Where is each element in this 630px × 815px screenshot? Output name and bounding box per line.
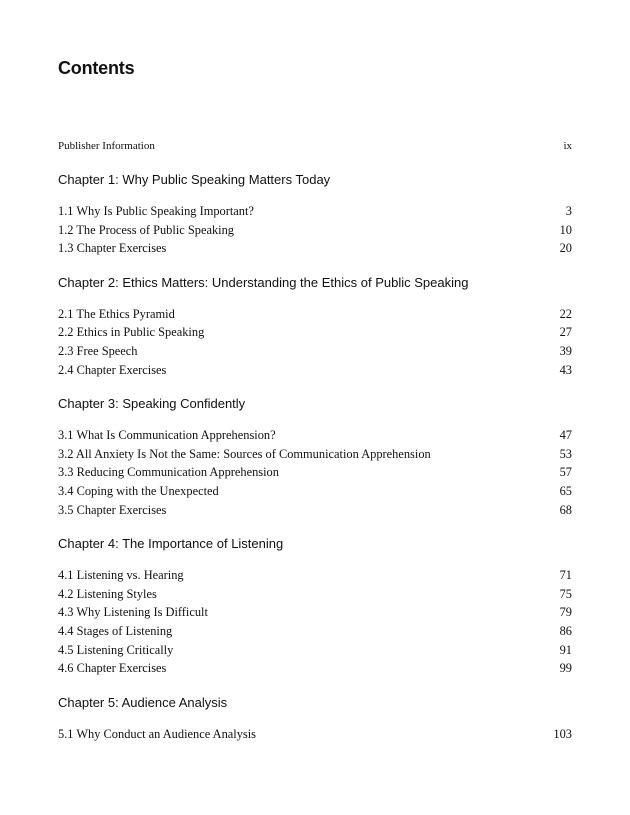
- toc-entry-label: 4.2 Listening Styles: [58, 586, 157, 601]
- toc-entry-label: 4.5 Listening Critically: [58, 642, 174, 657]
- toc-entry[interactable]: [58, 463, 572, 482]
- toc-entry[interactable]: [58, 603, 572, 622]
- toc-entry-page-number: 71: [559, 568, 572, 583]
- toc-entry-page-number: 91: [559, 642, 572, 657]
- chapter-section: [58, 170, 572, 258]
- chapter-section: [58, 273, 572, 379]
- chapter-title[interactable]: Chapter 5: Audience Analysis: [58, 694, 228, 710]
- toc-entry-label: 3.4 Coping with the Unexpected: [58, 483, 219, 498]
- toc-entry[interactable]: [58, 342, 572, 361]
- toc-entry[interactable]: [58, 202, 572, 221]
- toc-entry[interactable]: [58, 221, 572, 240]
- table-of-contents: [58, 138, 572, 758]
- toc-entry-page-number: 27: [559, 325, 572, 340]
- toc-entry-page-number: 65: [559, 483, 572, 498]
- section-list: [58, 202, 572, 258]
- toc-entry-page-number: 22: [559, 306, 572, 321]
- toc-entry[interactable]: [58, 641, 572, 660]
- section-list: [58, 426, 572, 519]
- toc-entry-page-number: 3: [565, 204, 572, 218]
- toc-entry-label: 3.5 Chapter Exercises: [58, 502, 167, 517]
- toc-entry[interactable]: [58, 725, 572, 744]
- page-title: Contents: [58, 58, 135, 78]
- publisher-information-entry[interactable]: [58, 138, 572, 154]
- toc-entry[interactable]: [58, 482, 572, 501]
- chapter-section: [58, 534, 572, 678]
- toc-entry-label: 1.1 Why Is Public Speaking Important?: [58, 204, 254, 218]
- chapter-title[interactable]: Chapter 3: Speaking Confidently: [58, 396, 246, 412]
- section-list: [58, 566, 572, 678]
- toc-entry-label: 2.3 Free Speech: [58, 343, 138, 358]
- toc-entry[interactable]: [58, 445, 572, 464]
- chapter-section: [58, 394, 572, 519]
- toc-entry-label: 4.3 Why Listening Is Difficult: [58, 605, 208, 620]
- toc-entry-page-number: 57: [559, 465, 572, 480]
- toc-entry[interactable]: [58, 585, 572, 604]
- toc-entry-label: 1.3 Chapter Exercises: [58, 241, 167, 256]
- toc-entry-page-number: 99: [559, 661, 572, 676]
- toc-entry-label: 2.4 Chapter Exercises: [58, 362, 167, 377]
- toc-entry-label: 5.1 Why Conduct an Audience Analysis: [58, 726, 256, 741]
- toc-entry-page-number: 68: [559, 502, 572, 517]
- chapter-title[interactable]: Chapter 1: Why Public Speaking Matters Today: [58, 172, 331, 187]
- toc-entry-page-number: 75: [559, 586, 572, 601]
- chapter-section: [58, 693, 572, 744]
- toc-entry-page-number: 43: [559, 362, 572, 377]
- chapter-title[interactable]: Chapter 2: Ethics Matters: Understanding the Ethics of Public Speaking: [58, 274, 469, 290]
- toc-entry-page-number: 79: [559, 605, 572, 620]
- toc-entry-label: 4.1 Listening vs. Hearing: [58, 568, 184, 583]
- toc-entry-label: 2.2 Ethics in Public Speaking: [58, 325, 205, 340]
- toc-entry[interactable]: [58, 239, 572, 258]
- toc-entry-label: 4.4 Stages of Listening: [58, 623, 173, 638]
- toc-entry-page-number: 103: [553, 726, 572, 741]
- toc-entry-page-number: 53: [559, 446, 572, 461]
- toc-entry[interactable]: [58, 426, 572, 445]
- toc-entry-page-number: 39: [559, 343, 572, 358]
- toc-entry-label: 3.2 All Anxiety Is Not the Same: Sources of Communication Apprehension: [58, 446, 431, 461]
- section-list: [58, 725, 572, 744]
- chapter-title[interactable]: Chapter 4: The Importance of Listening: [58, 536, 284, 552]
- toc-entry[interactable]: [58, 305, 572, 324]
- toc-entry-label: 3.1 What Is Communication Apprehension?: [58, 428, 276, 443]
- toc-entry-page-number: 47: [559, 428, 572, 443]
- toc-entry[interactable]: [58, 566, 572, 585]
- toc-entry-label: 1.2 The Process of Public Speaking: [58, 222, 234, 237]
- toc-entry[interactable]: [58, 622, 572, 641]
- publisher-information-label: Publisher Information: [58, 140, 155, 152]
- toc-entry-page-number: 10: [559, 222, 572, 237]
- publisher-information-page: ix: [563, 140, 572, 152]
- toc-entry[interactable]: [58, 323, 572, 342]
- toc-entry-page-number: 86: [559, 623, 572, 638]
- toc-entry-page-number: 20: [559, 241, 572, 256]
- toc-entry-label: 2.1 The Ethics Pyramid: [58, 306, 175, 321]
- section-list: [58, 305, 572, 379]
- toc-entry-label: 3.3 Reducing Communication Apprehension: [58, 465, 279, 480]
- toc-entry[interactable]: [58, 361, 572, 380]
- toc-entry-label: 4.6 Chapter Exercises: [58, 661, 167, 676]
- toc-entry[interactable]: [58, 659, 572, 678]
- toc-entry[interactable]: [58, 501, 572, 520]
